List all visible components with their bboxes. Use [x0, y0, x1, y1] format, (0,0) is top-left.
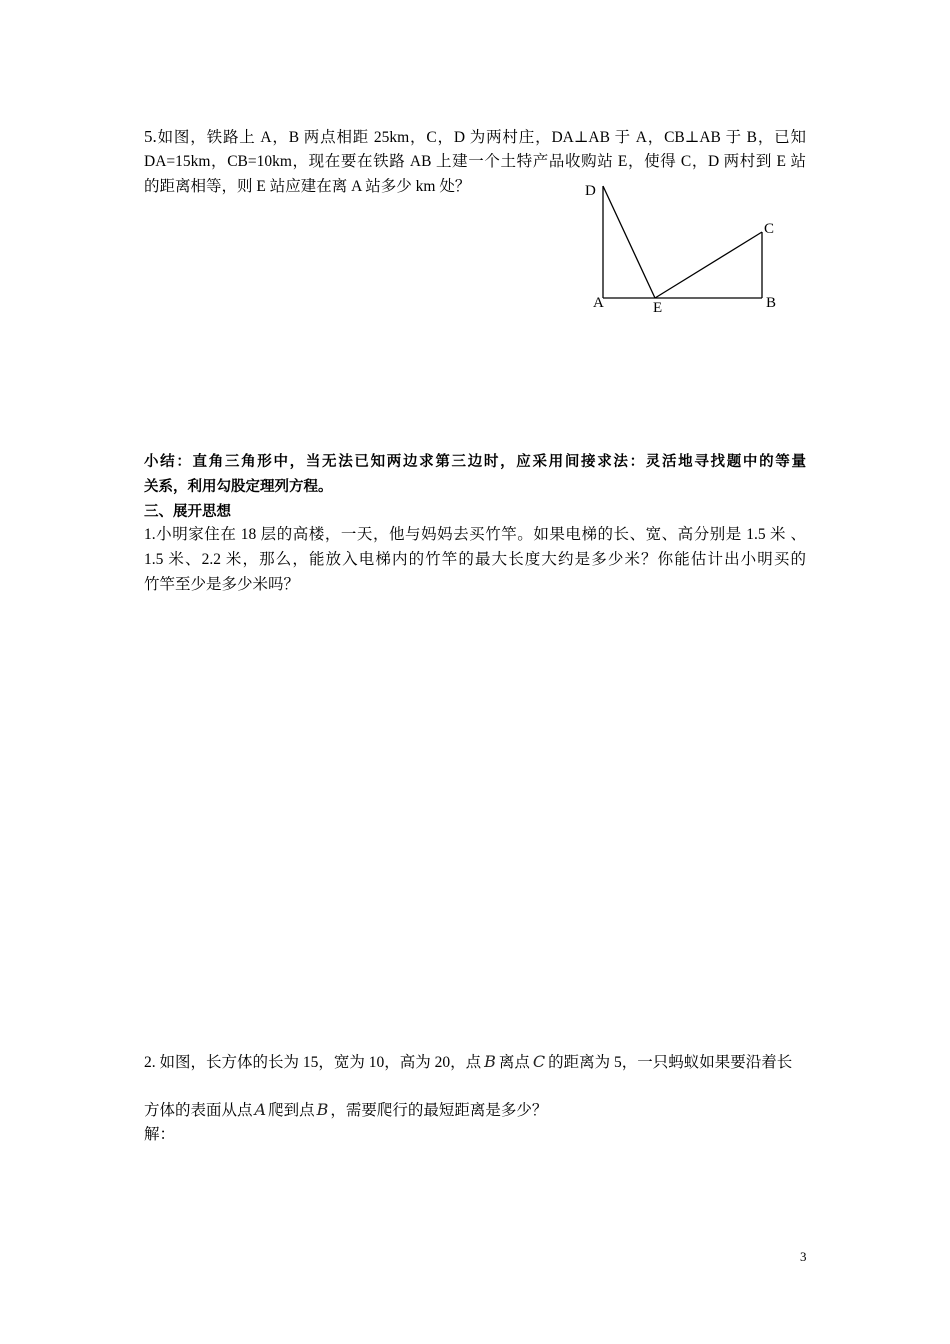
answer-label: 解： — [144, 1126, 176, 1143]
label-c: C — [764, 221, 775, 237]
page-number: 3 — [800, 1249, 807, 1264]
question-s2-text-1a: 2. 如图，长方体的长为 15，宽为 10，高为 20，点 — [144, 1054, 482, 1071]
question-s2-text-2b: 爬到点 — [268, 1102, 315, 1119]
label-b: B — [766, 295, 777, 311]
question-s2-text-2c: ，需要爬行的最短距离是多少？ — [330, 1102, 548, 1119]
label-e: E — [653, 300, 663, 316]
question-s2-text-2a: 方体的表面从点 — [144, 1102, 253, 1119]
question-5-line-2: DA=15km，CB=10km，现在要在铁路 AB 上建一个土特产品收购站 E，使得 C，D 两村到 E 站 — [144, 153, 806, 170]
var-b-2: B — [316, 1100, 329, 1119]
var-a: A — [254, 1100, 267, 1119]
summary-line-1: 小结：直角三角形中，当无法已知两边求第三边时，应采用间接求法：灵活地寻找题中的等量 — [144, 454, 806, 470]
label-d: D — [585, 183, 596, 199]
question-s1-line-2: 1.5 米、2.2 米，那么，能放入电梯内的竹竿的最大长度大约是多少米？你能估计出小明买的 — [144, 551, 806, 568]
label-a: A — [593, 295, 604, 311]
section-3-heading: 三、展开思想 — [144, 504, 231, 520]
question-s1-line-1: 1.小明家住在 18 层的高楼，一天，他与妈妈去买竹竿。如果电梯的长、宽、高分别是 1.5 米 、 — [144, 526, 806, 543]
segment-de — [603, 186, 655, 298]
question-s2-line-2 — [144, 1099, 547, 1122]
question-5-number: 5. — [144, 127, 157, 146]
var-b: B — [484, 1052, 496, 1071]
question-s2-text-1c: 的距离为 5，一只蚂蚁如果要沿着长 — [548, 1054, 793, 1071]
segment-ec — [655, 232, 762, 298]
summary-line-2: 关系，利用勾股定理列方程。 — [144, 479, 333, 495]
question-5-text-1: 如图，铁路上 A，B 两点相距 25km，C，D 为两村庄，DA⊥AB 于 A，CB⊥AB 于 B，已知 — [156, 129, 806, 146]
question-5-line-3: 的距离相等，则 E 站应建在离 A 站多少 km 处？ — [144, 178, 471, 195]
var-c: C — [532, 1052, 546, 1071]
question-s1-line-3: 竹竿至少是多少米吗？ — [144, 576, 300, 593]
question-5-line-1 — [144, 126, 806, 149]
railway-diagram — [580, 176, 800, 321]
question-s2-text-1b: 离点 — [498, 1054, 530, 1071]
question-s2-line-1 — [144, 1051, 792, 1074]
